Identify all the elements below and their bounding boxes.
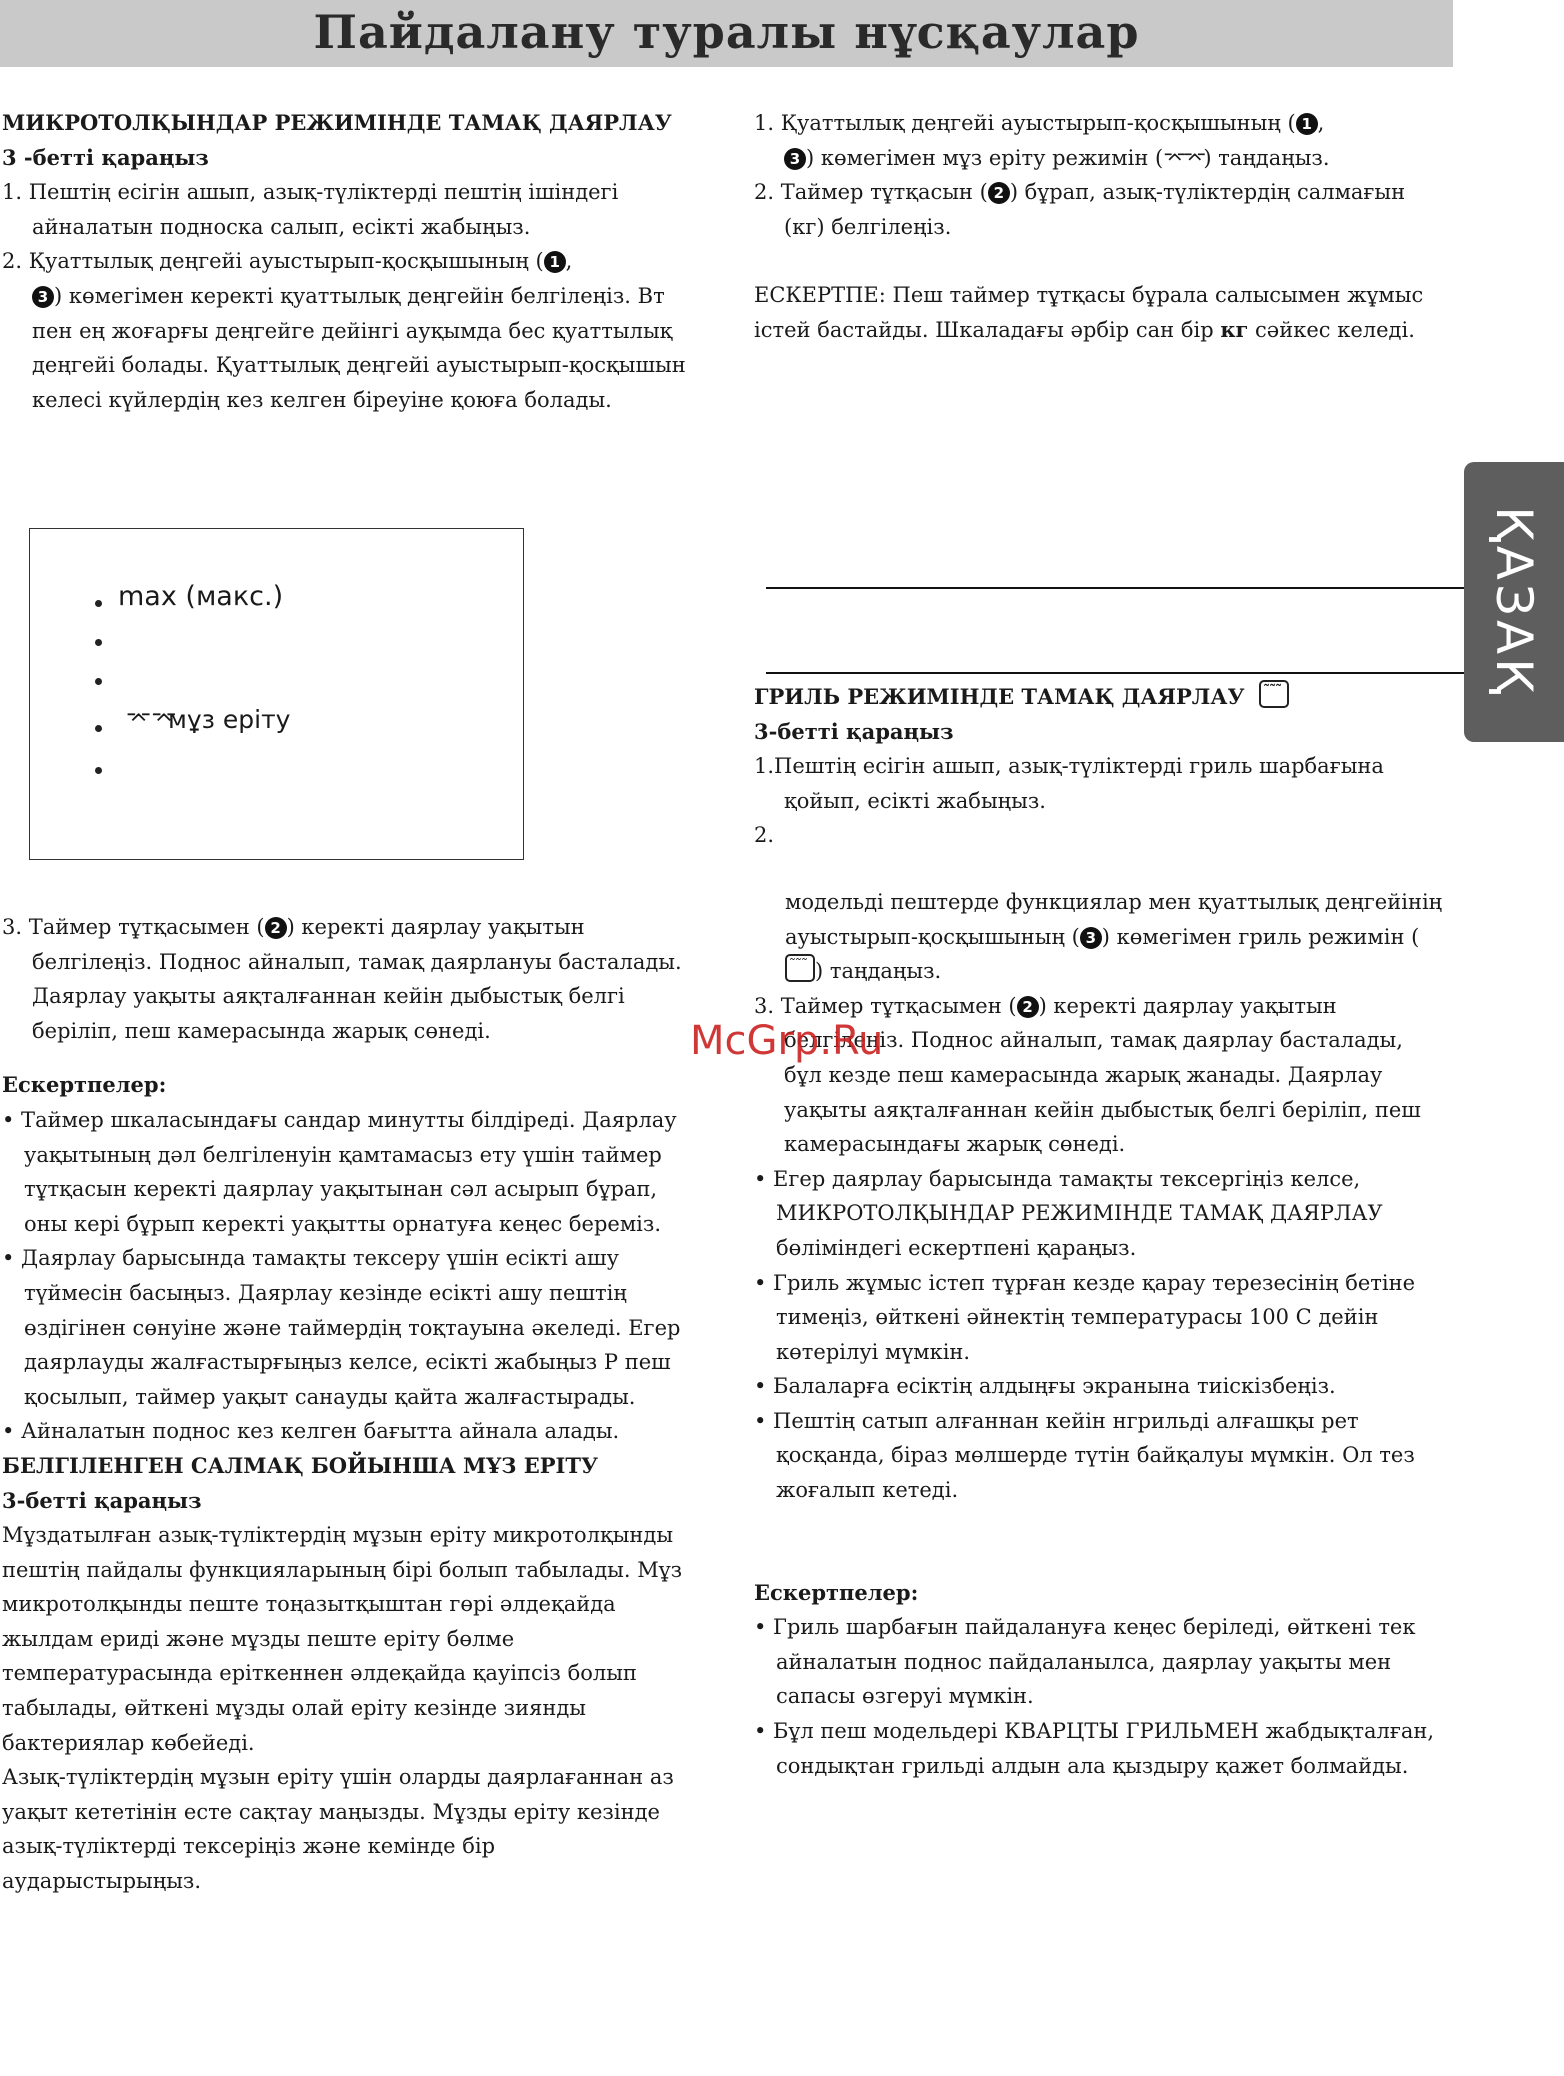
grill-icon bbox=[785, 954, 815, 982]
bullet-icon bbox=[95, 639, 102, 646]
number-3-icon: 3 bbox=[32, 286, 54, 308]
page-header bbox=[0, 0, 1453, 67]
grill-step-2: 2. bbox=[754, 823, 775, 848]
right-column-grill bbox=[754, 680, 1444, 1783]
bullet-icon bbox=[95, 678, 102, 685]
micro-note-1: • Таймер шкаласындағы сандар минутты білдіреді. Даярлау уақытының дәл белгіленуін қамтамасыз ету үшін таймер тұтқасын керекті даярлау уақытынан сәл асырып бұрап, оны кері бұрып керекті уақытты орнатуға кеңес береміз. bbox=[2, 1107, 677, 1236]
grill-bullet-3: • Балаларға есіктің алдыңғы экранына тиіскізбеңіз. bbox=[754, 1374, 1336, 1399]
language-tab-label: ҚАЗАҚ bbox=[1485, 506, 1543, 698]
number-2-icon: 2 bbox=[265, 917, 287, 939]
grill-notes-title: Ескертпелер: bbox=[754, 1579, 919, 1605]
language-tab bbox=[1464, 462, 1564, 742]
number-1-icon: 1 bbox=[1296, 113, 1318, 135]
grill-note-1: • Гриль шарбағын пайдалануға кеңес беріледі, өйткені тек айналатын поднос пайдаланылса, даярлау уақыты мен сапасы өзгеруі мүмкін. bbox=[754, 1615, 1416, 1709]
micro-notes-title: Ескертпелер: bbox=[2, 1072, 167, 1098]
number-3-icon: 3 bbox=[1080, 927, 1102, 949]
micro-step-3: 3. Таймер тұтқасымен ( 2 ) керекті даярлау уақытын белгілеңіз. Поднос айналып, тамақ даярлануы басталады. Даярлау уақыты аяқталғаннан кейін дыбыстық белгі беріліп, пеш камерасында жарық сөнеді. bbox=[2, 915, 682, 1043]
defrost-icon: ⌤⌤ bbox=[1163, 145, 1204, 170]
defrost-note: ЕСКЕРТПЕ: Пеш таймер тұтқасы бұрала салысымен жұмыс істей бастайды. Шкаладағы әрбір сан бір кг сәйкес келеді. bbox=[754, 283, 1424, 342]
bullet-icon bbox=[95, 725, 102, 732]
micro-step-1: 1. Пештің есігін ашып, азық-түліктерді пештің ішіндегі айналатын подноска салып, есікті жабыңыз. bbox=[2, 180, 619, 239]
divider-line bbox=[766, 587, 1464, 589]
power-levels-box bbox=[29, 528, 524, 860]
micro-note-2: • Даярлау барысында тамақты тексеру үшін есікті ашу түймесін басыңыз. Даярлау кезінде есікті ашу пештің өздігінен сөнуіне және таймердің тоқтауына әкеледі. Егер даярлауды жалғастырғыңыз келсе, есікті жабыңыз Р пеш қосылып, таймер уақыт санауды қайта жалғастырады. bbox=[2, 1246, 681, 1409]
bullet-icon bbox=[95, 600, 102, 607]
left-column-lower bbox=[2, 910, 692, 1899]
grill-step-2-text: модельді пештерде функциялар мен қуаттылық деңгейінің ауыстырып-қосқышының ( 3 ) көмегімен гриль режимін (˜˜˜) таңдаңыз. bbox=[754, 885, 1444, 989]
watermark: McGrp.Ru bbox=[690, 1018, 884, 1064]
weight-defrost-ref: 3-бетті қараңыз bbox=[2, 1487, 202, 1513]
number-3-icon: 3 bbox=[784, 148, 806, 170]
page-title: Пайдалану туралы нұсқаулар bbox=[313, 5, 1140, 59]
left-column bbox=[2, 106, 692, 417]
micro-note-3: • Айналатын поднос кез келген бағытта айнала алады. bbox=[2, 1419, 620, 1444]
weight-defrost-paragraph-2: Азық-түліктердің мұзын еріту үшін оларды даярлағаннан аз уақыт кететінін есте сақтау маңызды. Мұзды еріту кезінде азық-түліктерді тексеріңіз және кемінде бір аударыстырыңыз. bbox=[2, 1765, 674, 1894]
micro-section-title: МИКРОТОЛҚЫНДАР РЕЖИМІНДЕ ТАМАҚ ДАЯРЛАУ bbox=[2, 110, 672, 135]
grill-icon bbox=[1259, 680, 1289, 708]
weight-defrost-paragraph-1: Мұздатылған азық-түліктердің мұзын еріту микротолқынды пештің пайдалы функцияларының бірі болып табылады. Мұз микротолқынды пеште тоңазытқыштан гөрі әлдеқайда жылдам ериді және мұзды пеште еріту бөлме температурасында еріткеннен әлдеқайда қауіпсіз болып табылады, өйткені мұзды олай еріту кезінде зиянды бактериялар көбейеді. bbox=[2, 1523, 683, 1755]
number-2-icon: 2 bbox=[1017, 996, 1039, 1018]
defrost-step-2: 2. Таймер тұтқасын ( 2 ) бұрап, азық-түліктердің салмағын (кг) белгілеңіз. bbox=[754, 180, 1406, 239]
grill-bullet-1: • Егер даярлау барысында тамақты тексергіңіз келсе, МИКРОТОЛҚЫНДАР РЕЖИМІНДЕ ТАМАҚ ДАЯРЛАУ бөліміндегі ескертпені қараңыз. bbox=[754, 1166, 1383, 1260]
defrost-icon: ⌤⌤ bbox=[126, 707, 177, 732]
divider-line bbox=[766, 672, 1464, 674]
bullet-icon bbox=[95, 767, 102, 774]
grill-section-ref: 3-бетті қараңыз bbox=[754, 718, 954, 744]
grill-bullet-2: • Гриль жұмыс істеп тұрған кезде қарау терезесінің бетіне тимеңіз, өйткені әйнектің температурасы 100 С дейін көтерілуі мүмкін. bbox=[754, 1270, 1416, 1364]
right-column bbox=[754, 106, 1444, 348]
micro-section-ref: 3 -бетті қараңыз bbox=[2, 144, 209, 170]
grill-bullet-4: • Пештің сатып алғаннан кейін нгрильді алғашқы рет қосқанда, біраз мөлшерде түтін байқалуы мүмкін. Ол тез жоғалып кетеді. bbox=[754, 1408, 1415, 1503]
power-item-defrost: мұз еріту bbox=[168, 705, 291, 734]
number-1-icon: 1 bbox=[544, 251, 566, 273]
grill-step-1: 1.Пештің есігін ашып, азық-түліктерді гриль шарбағына қойып, есікті жабыңыз. bbox=[754, 754, 1384, 813]
power-item-max: max (макс.) bbox=[118, 581, 284, 612]
grill-note-2: • Бұл пеш модельдері КВАРЦТЫ ГРИЛЬМЕН жабдықталған, сондықтан грильді алдын ала қыздыру қажет болмайды. bbox=[754, 1719, 1435, 1778]
weight-defrost-title: БЕЛГІЛЕНГЕН САЛМАҚ БОЙЫНША МҰЗ ЕРІТУ bbox=[2, 1452, 599, 1478]
grill-section-title: ГРИЛЬ РЕЖИМІНДЕ ТАМАҚ ДАЯРЛАУ ˜˜˜ bbox=[754, 680, 1444, 715]
number-2-icon: 2 bbox=[988, 182, 1010, 204]
micro-step-2: 2. Қуаттылық деңгейі ауыстырып-қосқышының ( 1 , 3 ) көмегімен керекті қуаттылық деңгейін белгілеңіз. Вт пен ең жоғарғы деңгейге дейінгі ауқымда бес қуаттылық деңгейі болады. Қуаттылық деңгейі ауыстырып-қосқышын келесі күйлердің кез келген біреуіне қоюға болады. bbox=[2, 249, 686, 412]
grill-step-3: 3. Таймер тұтқасымен ( 2 ) керекті даярлау уақытын белгілеңіз. Поднос айналып, тамақ даярлау басталады, бұл кезде пеш камерасында жарық жанады. Даярлау уақыты аяқталғаннан кейін дыбыстық белгі беріліп, пеш камерасындағы жарық сөнеді. bbox=[754, 993, 1421, 1157]
defrost-step-1: 1. Қуаттылық деңгейі ауыстырып-қосқышының ( 1 , 3 ) көмегімен мұз еріту режимін (⌤⌤) таңдаңыз. bbox=[754, 111, 1330, 170]
